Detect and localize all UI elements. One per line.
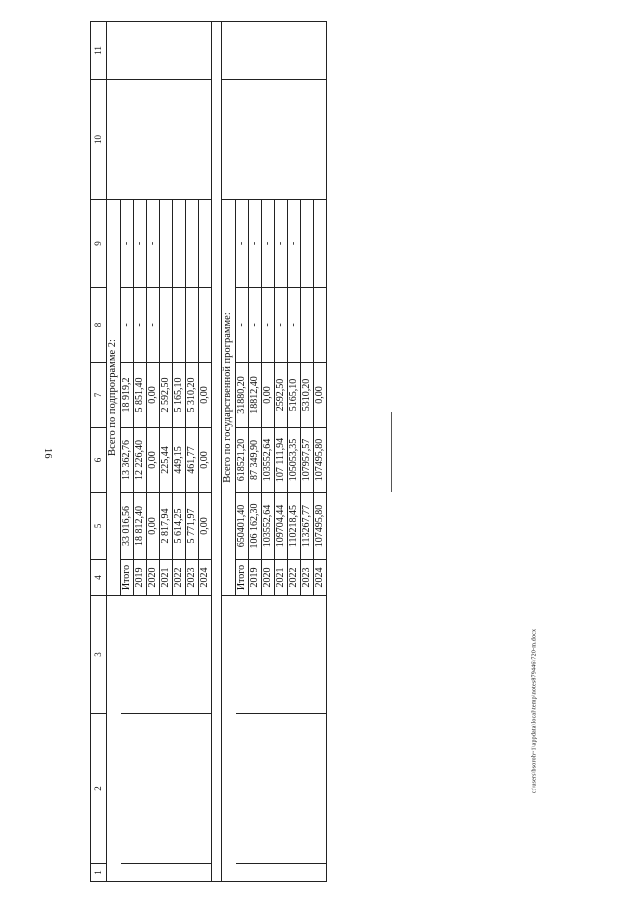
value-cell	[160, 200, 173, 288]
value-cell: 107957,57	[301, 428, 314, 493]
value-cell: -	[262, 288, 275, 363]
year-cell: 2024	[199, 560, 212, 596]
column-number: 6	[91, 428, 107, 493]
column-number: 1	[91, 864, 107, 882]
value-cell: 103552,64	[262, 428, 275, 493]
value-cell	[160, 288, 173, 363]
empty-cell	[107, 80, 121, 200]
footer-file-path: c:\users\bsoroh~1\appdata\local\temp\notes879446\720-m.docx	[531, 628, 538, 794]
column-number: 7	[91, 363, 107, 428]
year-cell: 2019	[134, 560, 147, 596]
value-cell: 618521,20	[236, 428, 249, 493]
value-cell: 12 226,40	[134, 428, 147, 493]
empty-cell	[121, 22, 212, 80]
value-cell: 0,00	[147, 428, 160, 493]
value-cell: -	[147, 200, 160, 288]
value-cell: 31880,20	[236, 363, 249, 428]
empty-cell	[222, 80, 236, 200]
value-cell: 107 111,94	[275, 428, 288, 493]
year-cell: 2021	[275, 560, 288, 596]
value-cell	[199, 200, 212, 288]
value-cell: 5 165,10	[173, 363, 186, 428]
table-row	[121, 22, 134, 882]
value-cell: -	[262, 200, 275, 288]
table-row	[236, 22, 249, 882]
program-title-row	[222, 22, 236, 882]
value-cell: -	[236, 200, 249, 288]
value-cell: 0,00	[147, 363, 160, 428]
total-cell: 107495,80	[314, 493, 327, 560]
value-cell: -	[121, 200, 134, 288]
divider-line	[391, 412, 392, 492]
year-cell: 2020	[147, 560, 160, 596]
value-cell: 5310,20	[301, 363, 314, 428]
year-cell: 2022	[173, 560, 186, 596]
total-cell: 103552,64	[262, 493, 275, 560]
value-cell: 0,00	[314, 363, 327, 428]
column-number: 10	[91, 80, 107, 200]
empty-cell	[236, 714, 327, 864]
separator-row	[212, 22, 222, 882]
value-cell: 18 919,2	[121, 363, 134, 428]
value-cell: -	[288, 200, 301, 288]
empty-cell	[121, 596, 212, 714]
column-number: 9	[91, 200, 107, 288]
total-cell: 109704,44	[275, 493, 288, 560]
value-cell: -	[288, 288, 301, 363]
total-cell: 106 162,30	[249, 493, 262, 560]
empty-cell	[107, 596, 121, 882]
year-cell: 2023	[301, 560, 314, 596]
year-cell: Итого	[236, 560, 249, 596]
total-cell: 2 817,94	[160, 493, 173, 560]
empty-cell	[236, 864, 327, 882]
value-cell: 18812,40	[249, 363, 262, 428]
value-cell: 13 362,76	[121, 428, 134, 493]
value-cell: 5 851,40	[134, 363, 147, 428]
subprogram-title-row	[107, 22, 121, 882]
year-cell: 2021	[160, 560, 173, 596]
empty-cell	[121, 80, 212, 200]
value-cell: 2 592,50	[160, 363, 173, 428]
table-rotation-layer	[90, 22, 351, 882]
column-number: 11	[91, 22, 107, 80]
year-cell: 2024	[314, 560, 327, 596]
finance-table	[90, 21, 327, 882]
value-cell: -	[249, 288, 262, 363]
value-cell: -	[275, 288, 288, 363]
value-cell: 5165,10	[288, 363, 301, 428]
value-cell: -	[275, 200, 288, 288]
total-cell: 5 771,97	[186, 493, 199, 560]
year-cell: 2020	[262, 560, 275, 596]
value-cell: 105053,35	[288, 428, 301, 493]
year-cell: 2023	[186, 560, 199, 596]
value-cell: -	[236, 288, 249, 363]
value-cell: -	[147, 288, 160, 363]
empty-cell	[107, 22, 121, 80]
total-cell: 18 812,40	[134, 493, 147, 560]
year-cell: Итого	[121, 560, 134, 596]
value-cell: 0,00	[262, 363, 275, 428]
value-cell	[186, 200, 199, 288]
total-cell: 5 614,25	[173, 493, 186, 560]
total-cell: 33 016,56	[121, 493, 134, 560]
value-cell: 87 349,90	[249, 428, 262, 493]
value-cell: -	[121, 288, 134, 363]
value-cell	[301, 288, 314, 363]
page-number: 16	[42, 448, 53, 459]
column-number: 3	[91, 596, 107, 714]
value-cell: -	[134, 288, 147, 363]
value-cell	[314, 200, 327, 288]
total-cell: 110218,45	[288, 493, 301, 560]
empty-cell	[121, 864, 212, 882]
value-cell: 5 310,20	[186, 363, 199, 428]
value-cell: 0,00	[199, 363, 212, 428]
value-cell	[199, 288, 212, 363]
separator-cell	[212, 22, 222, 882]
column-number-row	[91, 22, 107, 882]
empty-cell	[222, 596, 236, 882]
value-cell: 225,44	[160, 428, 173, 493]
empty-cell	[236, 596, 327, 714]
year-cell: 2022	[288, 560, 301, 596]
value-cell: -	[134, 200, 147, 288]
year-cell: 2019	[249, 560, 262, 596]
value-cell: 107495,80	[314, 428, 327, 493]
empty-cell	[222, 22, 236, 80]
empty-cell	[236, 80, 327, 200]
value-cell: -	[249, 200, 262, 288]
program-title: Всего по государственной программе:	[222, 200, 236, 596]
subprogram-title: Всего по подпрограмме 2:	[107, 200, 121, 596]
total-cell: 650401,40	[236, 493, 249, 560]
column-number: 4	[91, 560, 107, 596]
column-number: 8	[91, 288, 107, 363]
rotated-table-frame	[90, 22, 351, 882]
total-cell: 113267,77	[301, 493, 314, 560]
value-cell: 2592,50	[275, 363, 288, 428]
value-cell	[301, 200, 314, 288]
value-cell: 449,15	[173, 428, 186, 493]
value-cell	[173, 288, 186, 363]
value-cell	[314, 288, 327, 363]
value-cell: 0,00	[199, 428, 212, 493]
column-number: 5	[91, 493, 107, 560]
column-number: 2	[91, 714, 107, 864]
value-cell: 461,77	[186, 428, 199, 493]
total-cell: 0,00	[147, 493, 160, 560]
empty-cell	[236, 22, 327, 80]
value-cell	[173, 200, 186, 288]
value-cell	[186, 288, 199, 363]
total-cell: 0,00	[199, 493, 212, 560]
empty-cell	[121, 714, 212, 864]
